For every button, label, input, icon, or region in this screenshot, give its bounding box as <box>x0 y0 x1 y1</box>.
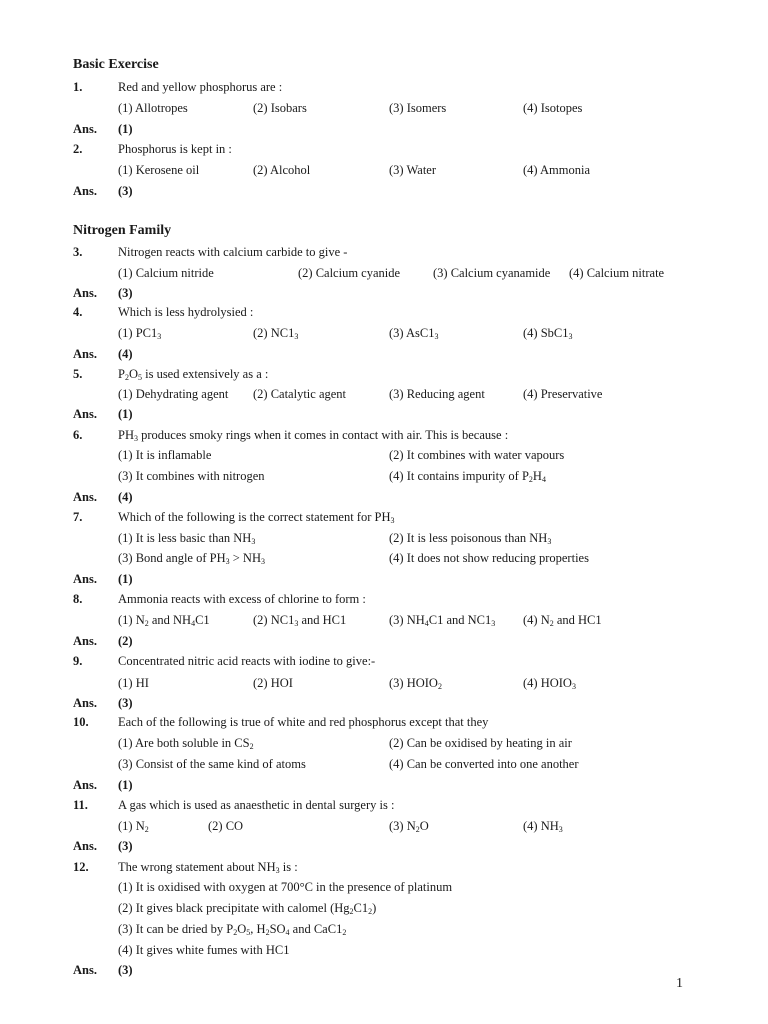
question-text: Ammonia reacts with excess of chlorine to form : <box>118 592 366 606</box>
question-number: 12. <box>73 860 89 874</box>
option-4: (4) Calcium nitrate <box>569 266 665 280</box>
question-text: Concentrated nitric acid reacts with iodine to give:- <box>118 654 376 668</box>
option-2: (2) CO <box>208 819 244 833</box>
option-4: (4) $N_2$ and HC1 <box>523 613 602 628</box>
answer-value: (3) <box>118 184 133 198</box>
option-4: (4) It contains impurity of $P_2H_4$ <box>389 469 546 484</box>
option-2: (2) $NC1_3$ and HC1 <box>253 613 347 628</box>
option-2: (2) Alcohol <box>253 163 311 177</box>
answer-value: (1) <box>118 572 133 586</box>
option-3: (3) Water <box>389 163 437 177</box>
option-1: (1) It is inflamable <box>118 448 212 462</box>
answer-label: Ans. <box>73 634 97 648</box>
answer-value: (1) <box>118 407 133 421</box>
option-1: (1) It is oxidised with oxygen at 700°C in the presence of platinum <box>118 880 453 894</box>
answer-value: (1) <box>118 778 133 792</box>
option-2: (2) HOI <box>253 676 293 690</box>
option-4: (4) It does not show reducing properties <box>389 551 589 565</box>
option-3: (3) It combines with nitrogen <box>118 469 265 483</box>
option-4: (4) $SbC1_3$ <box>523 326 573 341</box>
option-2: (2) $NC1_3$ <box>253 326 299 341</box>
option-2: (2) It gives black precipitate with calomel $(Hg_2C1_2)$ <box>118 901 377 916</box>
option-4: (4) Isotopes <box>523 101 583 115</box>
question-number: 4. <box>73 305 83 319</box>
question-text: The wrong statement about $NH_3$ is : <box>118 860 298 875</box>
answer-value: (3) <box>118 286 133 300</box>
question-number: 3. <box>73 245 83 259</box>
answer-label: Ans. <box>73 407 97 421</box>
option-3: (3) $NH_4C1$ and $NC1_3$ <box>389 613 496 628</box>
answer-label: Ans. <box>73 572 97 586</box>
option-3: (3) Bond angle of $PH_3 > NH_3$ <box>118 551 265 566</box>
option-4: (4) Preservative <box>523 387 603 401</box>
question-number: 10. <box>73 715 89 729</box>
option-3: (3) Calcium cyanamide <box>433 266 551 280</box>
question-text: Which of the following is the correct statement for $PH_3$ <box>118 510 395 525</box>
option-3: (3) Reducing agent <box>389 387 485 401</box>
option-1: (1) Kerosene oil <box>118 163 200 177</box>
option-1: (1) $PC1_3$ <box>118 326 162 341</box>
option-4: (4) Ammonia <box>523 163 591 177</box>
question-text: Nitrogen reacts with calcium carbide to give - <box>118 245 348 259</box>
answer-label: Ans. <box>73 490 97 504</box>
option-3: (3) $AsC1_3$ <box>389 326 439 341</box>
question-text: A gas which is used as anaesthetic in dental surgery is : <box>118 798 395 812</box>
answer-label: Ans. <box>73 963 97 977</box>
section-heading-basic-exercise: Basic Exercise <box>73 57 159 72</box>
option-3: (3) Consist of the same kind of atoms <box>118 757 306 771</box>
option-4: (4) $NH_3$ <box>523 819 563 834</box>
question-text: $P_2O_5$ is used extensively as a : <box>118 367 269 382</box>
answer-value: (3) <box>118 696 133 710</box>
option-3: (3) Isomers <box>389 101 447 115</box>
option-2: (2) Calcium cyanide <box>298 266 401 280</box>
answer-label: Ans. <box>73 839 97 853</box>
answer-label: Ans. <box>73 696 97 710</box>
answer-value: (4) <box>118 347 133 361</box>
question-text: Phosphorus is kept in : <box>118 142 232 156</box>
option-2: (2) Isobars <box>253 101 307 115</box>
option-2: (2) It combines with water vapours <box>389 448 565 462</box>
option-2: (2) Can be oxidised by heating in air <box>389 736 572 750</box>
page-number: 1 <box>676 976 683 991</box>
question-text: $PH_3$ produces smoky rings when it comes in contact with air. This is because : <box>118 428 509 443</box>
answer-value: (2) <box>118 634 133 648</box>
question-text: Red and yellow phosphorus are : <box>118 80 283 94</box>
answer-label: Ans. <box>73 347 97 361</box>
option-1: (1) Allotropes <box>118 101 188 115</box>
option-3: (3) $HOIO_2$ <box>389 676 442 691</box>
option-1: (1) HI <box>118 676 149 690</box>
question-number: 1. <box>73 80 83 94</box>
option-4: (4) $HOIO_3$ <box>523 676 576 691</box>
option-1: (1) Dehydrating agent <box>118 387 229 401</box>
question-number: 5. <box>73 367 83 381</box>
option-4: (4) It gives white fumes with HC1 <box>118 943 290 957</box>
section-heading-nitrogen-family: Nitrogen Family <box>73 223 172 238</box>
question-number: 9. <box>73 654 83 668</box>
answer-value: (3) <box>118 963 133 977</box>
option-1: (1) $N_2$ <box>118 819 149 834</box>
question-number: 11. <box>73 798 88 812</box>
answer-value: (4) <box>118 490 133 504</box>
answer-value: (3) <box>118 839 133 853</box>
question-text: Which is less hydrolysied : <box>118 305 254 319</box>
question-number: 6. <box>73 428 83 442</box>
answer-label: Ans. <box>73 184 97 198</box>
option-2: (2) It is less poisonous than $NH_3$ <box>389 531 552 546</box>
option-1: (1) $N_2$ and $NH_4C1$ <box>118 613 210 628</box>
question-number: 2. <box>73 142 83 156</box>
answer-label: Ans. <box>73 778 97 792</box>
option-1: (1) It is less basic than $NH_3$ <box>118 531 256 546</box>
question-number: 8. <box>73 592 83 606</box>
answer-value: (1) <box>118 122 133 136</box>
option-4: (4) Can be converted into one another <box>389 757 579 771</box>
answer-label: Ans. <box>73 286 97 300</box>
answer-label: Ans. <box>73 122 97 136</box>
option-2: (2) Catalytic agent <box>253 387 347 401</box>
option-1: (1) Calcium nitride <box>118 266 214 280</box>
option-3: (3) $N_2O$ <box>389 819 429 834</box>
option-3: (3) It can be dried by $P_2O_5$, $H_2SO_4$ and $CaC1_2$ <box>118 922 347 937</box>
option-1: (1) Are both soluble in $CS_2$ <box>118 736 254 751</box>
question-text: Each of the following is true of white and red phosphorus except that they <box>118 715 489 729</box>
question-number: 7. <box>73 510 83 524</box>
